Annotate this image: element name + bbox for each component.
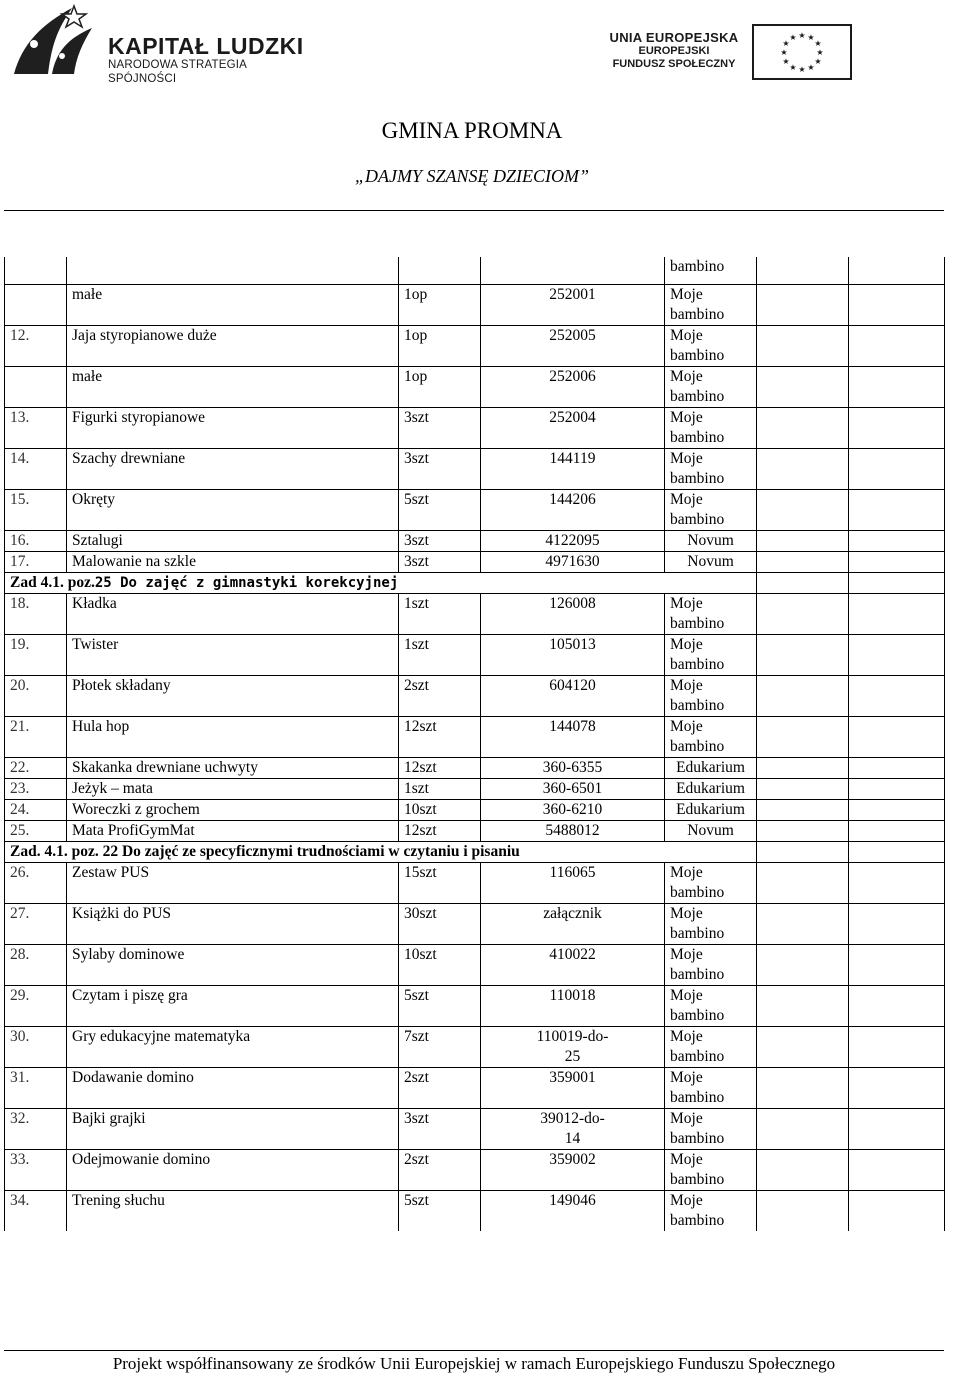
- item-number: [5, 285, 67, 326]
- empty-cell-6: [757, 552, 849, 573]
- empty-cell-7: [849, 1109, 945, 1150]
- item-supplier: [665, 717, 757, 758]
- eu-flag-icon: [752, 24, 852, 80]
- item-code: [481, 1027, 665, 1068]
- item-name: małe: [67, 285, 399, 326]
- table-row: [5, 676, 945, 717]
- svg-text:★: ★: [789, 63, 797, 72]
- item-quantity: 5szt: [399, 1191, 481, 1232]
- item-code-line: 14: [564, 1130, 581, 1147]
- item-supplier: [665, 1068, 757, 1109]
- item-supplier: [665, 1191, 757, 1232]
- table-row: [5, 800, 945, 821]
- empty-cell-6: [757, 408, 849, 449]
- item-code: [481, 1109, 665, 1150]
- item-name: Woreczki z grochem: [67, 800, 399, 821]
- empty-cell-2: [67, 257, 399, 285]
- empty-cell-4: [481, 257, 665, 285]
- item-number: 16.: [5, 531, 67, 552]
- empty-cell-6: [757, 326, 849, 367]
- item-number: 12.: [5, 326, 67, 367]
- empty-cell-6: [757, 1068, 849, 1109]
- item-quantity: 3szt: [399, 531, 481, 552]
- item-code: 360-6210: [481, 800, 665, 821]
- table-row: [5, 1027, 945, 1068]
- section-header-text: 25 Do zajęć z gimnastyki korekcyjnej: [94, 575, 399, 591]
- item-number: 33.: [5, 1150, 67, 1191]
- item-code: 359002: [481, 1150, 665, 1191]
- item-supplier-line: Moje: [670, 491, 703, 508]
- empty-cell-7: [849, 635, 945, 676]
- item-supplier-line: bambino: [670, 388, 725, 405]
- table-row: [5, 863, 945, 904]
- item-supplier-line: bambino: [670, 697, 725, 714]
- table-row: [5, 285, 945, 326]
- item-supplier: [665, 490, 757, 531]
- item-quantity: 10szt: [399, 800, 481, 821]
- item-name: małe: [67, 367, 399, 408]
- footer-text: Projekt współfinansowany ze środków Unii Europejskiej w ramach Europejskiego Funduszu Społecznego: [112, 1354, 836, 1373]
- item-quantity: 1szt: [399, 635, 481, 676]
- item-supplier-line: Moje: [670, 1028, 703, 1045]
- eu-logo-line1: UNIA EUROPEJSKA: [609, 30, 739, 45]
- empty-cell-3: [399, 257, 481, 285]
- item-supplier: Novum: [665, 531, 757, 552]
- item-supplier-line: bambino: [670, 966, 725, 983]
- item-name: Kładka: [67, 594, 399, 635]
- item-supplier-line: bambino: [670, 511, 725, 528]
- item-quantity: 1szt: [399, 779, 481, 800]
- empty-cell-7: [849, 326, 945, 367]
- item-quantity: 2szt: [399, 1150, 481, 1191]
- table-row: [5, 594, 945, 635]
- item-name: Szachy drewniane: [67, 449, 399, 490]
- item-quantity: 2szt: [399, 1068, 481, 1109]
- item-code: 144206: [481, 490, 665, 531]
- empty-cell-6: [757, 821, 849, 842]
- item-number: 19.: [5, 635, 67, 676]
- item-number: 25.: [5, 821, 67, 842]
- item-code: 360-6355: [481, 758, 665, 779]
- item-name: Jeżyk – mata: [67, 779, 399, 800]
- empty-cell-6: [757, 1191, 849, 1232]
- item-name: Czytam i piszę gra: [67, 986, 399, 1027]
- empty-cell-6: [757, 758, 849, 779]
- item-supplier-line: bambino: [670, 656, 725, 673]
- section-header: [5, 573, 757, 594]
- item-quantity: 15szt: [399, 863, 481, 904]
- empty-cell-7: [849, 257, 945, 285]
- item-quantity: 5szt: [399, 490, 481, 531]
- item-number: 29.: [5, 986, 67, 1027]
- svg-text:★: ★: [814, 57, 822, 66]
- item-number: [5, 367, 67, 408]
- item-supplier: Novum: [665, 552, 757, 573]
- empty-cell-6: [757, 635, 849, 676]
- item-name: Skakanka drewniane uchwyty: [67, 758, 399, 779]
- section-header-text: Zad. 4.1. poz. 22 Do zajęć ze specyficznymi trudnościami w czytaniu i pisaniu: [10, 843, 520, 860]
- table-row: [5, 904, 945, 945]
- section-header-text: Zad 4.1. poz.: [10, 574, 95, 591]
- empty-cell-6: [757, 945, 849, 986]
- item-code-line: 39012-do-: [540, 1110, 605, 1127]
- item-quantity: 3szt: [399, 552, 481, 573]
- item-supplier-line: bambino: [670, 1048, 725, 1065]
- section-header-row: [5, 573, 945, 594]
- item-code: 144078: [481, 717, 665, 758]
- svg-text:★: ★: [814, 39, 822, 48]
- empty-cell-7: [849, 531, 945, 552]
- kapital-ludzki-logo: [12, 4, 312, 85]
- table-row: [5, 408, 945, 449]
- item-code: 252001: [481, 285, 665, 326]
- item-quantity: 2szt: [399, 676, 481, 717]
- item-number: 30.: [5, 1027, 67, 1068]
- item-supplier-line: Moje: [670, 368, 703, 385]
- empty-cell-7: [849, 717, 945, 758]
- item-supplier-line: bambino: [670, 347, 725, 364]
- empty-cell-7: [849, 1191, 945, 1232]
- item-supplier: [665, 449, 757, 490]
- item-number: 24.: [5, 800, 67, 821]
- item-name: Książki do PUS: [67, 904, 399, 945]
- item-supplier-line: Moje: [670, 636, 703, 653]
- item-name: Malowanie na szkle: [67, 552, 399, 573]
- item-number: 13.: [5, 408, 67, 449]
- table-row: [5, 758, 945, 779]
- svg-text:★: ★: [807, 33, 815, 42]
- empty-cell-7: [849, 986, 945, 1027]
- item-supplier-line: Moje: [670, 946, 703, 963]
- item-supplier-line: Moje: [670, 286, 703, 303]
- item-number: 15.: [5, 490, 67, 531]
- item-supplier: [665, 1150, 757, 1191]
- item-supplier-line: Moje: [670, 864, 703, 881]
- empty-cell-6: [757, 573, 849, 594]
- empty-cell-7: [849, 779, 945, 800]
- item-supplier-line: bambino: [670, 306, 725, 323]
- item-quantity: 10szt: [399, 945, 481, 986]
- table-row: [5, 257, 945, 285]
- item-number: 27.: [5, 904, 67, 945]
- table-row: [5, 552, 945, 573]
- item-number: 14.: [5, 449, 67, 490]
- item-code: 360-6501: [481, 779, 665, 800]
- svg-text:★: ★: [798, 65, 806, 74]
- item-supplier-line: bambino: [670, 615, 725, 632]
- item-code: 252006: [481, 367, 665, 408]
- item-number: 31.: [5, 1068, 67, 1109]
- item-supplier: [665, 594, 757, 635]
- item-name: Zestaw PUS: [67, 863, 399, 904]
- item-supplier-line: bambino: [670, 925, 725, 942]
- kapital-ludzki-subtitle: NARODOWA STRATEGIA SPÓJNOŚCI: [108, 59, 247, 85]
- svg-text:★: ★: [798, 31, 806, 40]
- item-number: 34.: [5, 1191, 67, 1232]
- item-name: Twister: [67, 635, 399, 676]
- item-supplier-line: Moje: [670, 987, 703, 1004]
- svg-text:★: ★: [780, 48, 788, 57]
- empty-cell-7: [849, 1150, 945, 1191]
- empty-cell-6: [757, 1150, 849, 1191]
- empty-cell-7: [849, 552, 945, 573]
- item-supplier: [665, 904, 757, 945]
- table-row: [5, 986, 945, 1027]
- item-name: Dodawanie domino: [67, 1068, 399, 1109]
- item-supplier: [665, 676, 757, 717]
- item-name: Trening słuchu: [67, 1191, 399, 1232]
- empty-cell-6: [757, 285, 849, 326]
- table-row: [5, 945, 945, 986]
- item-supplier-line: Moje: [670, 718, 703, 735]
- empty-cell-6: [757, 449, 849, 490]
- item-quantity: 3szt: [399, 449, 481, 490]
- item-supplier: [665, 367, 757, 408]
- item-supplier: [665, 945, 757, 986]
- item-number: 26.: [5, 863, 67, 904]
- empty-cell-6: [757, 257, 849, 285]
- item-supplier-line: Moje: [670, 450, 703, 467]
- empty-cell-7: [849, 945, 945, 986]
- table-row: [5, 1191, 945, 1232]
- empty-cell-7: [849, 408, 945, 449]
- svg-text:★: ★: [789, 33, 797, 42]
- empty-cell-7: [849, 594, 945, 635]
- item-supplier: Edukarium: [665, 800, 757, 821]
- item-quantity: 3szt: [399, 1109, 481, 1150]
- item-name: Płotek składany: [67, 676, 399, 717]
- item-quantity: 5szt: [399, 986, 481, 1027]
- item-code: 5488012: [481, 821, 665, 842]
- empty-cell-6: [757, 717, 849, 758]
- svg-text:★: ★: [782, 57, 790, 66]
- item-code: załącznik: [481, 904, 665, 945]
- item-supplier-line: Moje: [670, 409, 703, 426]
- document-subtitle: „DAJMY SZANSĘ DZIECIOM”: [354, 166, 589, 186]
- svg-text:★: ★: [782, 39, 790, 48]
- empty-cell-6: [757, 367, 849, 408]
- empty-cell-6: [757, 986, 849, 1027]
- item-supplier-line: bambino: [670, 884, 725, 901]
- table-row: [5, 717, 945, 758]
- item-supplier-line: bambino: [670, 470, 725, 487]
- table-row: [5, 1150, 945, 1191]
- items-table: [4, 257, 945, 1231]
- empty-cell-7: [849, 490, 945, 531]
- item-supplier-line: bambino: [670, 1212, 725, 1229]
- item-number: 20.: [5, 676, 67, 717]
- item-supplier-line: Moje: [670, 595, 703, 612]
- empty-cell-6: [757, 676, 849, 717]
- item-code: 149046: [481, 1191, 665, 1232]
- empty-cell-6: [757, 779, 849, 800]
- empty-cell-1: [5, 257, 67, 285]
- footer-divider: [4, 1350, 944, 1351]
- empty-cell-7: [849, 1068, 945, 1109]
- empty-cell-7: [849, 904, 945, 945]
- item-code: 110018: [481, 986, 665, 1027]
- section-header: [5, 842, 757, 863]
- item-quantity: 1szt: [399, 594, 481, 635]
- table-row: [5, 531, 945, 552]
- item-supplier-line: bambino: [670, 738, 725, 755]
- empty-cell-7: [849, 449, 945, 490]
- item-quantity: 30szt: [399, 904, 481, 945]
- table-row: [5, 779, 945, 800]
- item-code: 252004: [481, 408, 665, 449]
- svg-text:★: ★: [807, 63, 815, 72]
- item-name: Figurki styropianowe: [67, 408, 399, 449]
- empty-cell-7: [849, 285, 945, 326]
- empty-cell-7: [849, 863, 945, 904]
- item-quantity: 3szt: [399, 408, 481, 449]
- item-name: Jaja styropianowe duże: [67, 326, 399, 367]
- item-code: 252005: [481, 326, 665, 367]
- table-row: [5, 821, 945, 842]
- section-header-row: [5, 842, 945, 863]
- empty-cell-7: [849, 842, 945, 863]
- item-code-line: 110019-do-: [536, 1028, 609, 1045]
- item-number: 21.: [5, 717, 67, 758]
- item-supplier: [665, 1027, 757, 1068]
- item-quantity: 12szt: [399, 821, 481, 842]
- kapital-ludzki-mark-icon: [12, 4, 94, 76]
- item-code: 116065: [481, 863, 665, 904]
- item-name: Gry edukacyjne matematyka: [67, 1027, 399, 1068]
- item-name: Hula hop: [67, 717, 399, 758]
- empty-cell-6: [757, 904, 849, 945]
- item-code: 4122095: [481, 531, 665, 552]
- empty-cell-7: [849, 758, 945, 779]
- item-code: 410022: [481, 945, 665, 986]
- empty-cell-6: [757, 1109, 849, 1150]
- item-supplier: Edukarium: [665, 779, 757, 800]
- empty-cell-6: [757, 490, 849, 531]
- item-code: 604120: [481, 676, 665, 717]
- empty-cell-7: [849, 676, 945, 717]
- item-number: 32.: [5, 1109, 67, 1150]
- item-supplier-line: bambino: [670, 1089, 725, 1106]
- item-name: Sztalugi: [67, 531, 399, 552]
- item-number: 22.: [5, 758, 67, 779]
- item-quantity: 12szt: [399, 717, 481, 758]
- eu-logo-line3: FUNDUSZ SPOŁECZNY: [612, 58, 736, 70]
- table-row: [5, 490, 945, 531]
- item-supplier: [665, 635, 757, 676]
- item-supplier-line: bambino: [670, 1171, 725, 1188]
- empty-cell-7: [849, 1027, 945, 1068]
- item-supplier: [665, 863, 757, 904]
- item-supplier: Novum: [665, 821, 757, 842]
- item-name: Sylaby dominowe: [67, 945, 399, 986]
- item-quantity: 12szt: [399, 758, 481, 779]
- table-row: [5, 367, 945, 408]
- supplier-cell: bambino: [665, 257, 757, 285]
- item-code: 126008: [481, 594, 665, 635]
- empty-cell-6: [757, 1027, 849, 1068]
- item-quantity: 1op: [399, 367, 481, 408]
- item-supplier-line: Moje: [670, 1110, 703, 1127]
- table-row: [5, 449, 945, 490]
- item-code-line: 25: [564, 1048, 581, 1065]
- document-title: GMINA PROMNA: [381, 118, 563, 143]
- item-number: 23.: [5, 779, 67, 800]
- item-code: 144119: [481, 449, 665, 490]
- empty-cell-6: [757, 594, 849, 635]
- item-number: 18.: [5, 594, 67, 635]
- eu-logo: [604, 24, 854, 82]
- svg-text:★: ★: [816, 48, 824, 57]
- item-name: Odejmowanie domino: [67, 1150, 399, 1191]
- item-supplier-line: Moje: [670, 905, 703, 922]
- empty-cell-6: [757, 800, 849, 821]
- empty-cell-7: [849, 573, 945, 594]
- table-row: [5, 635, 945, 676]
- item-number: 28.: [5, 945, 67, 986]
- item-supplier-line: Moje: [670, 677, 703, 694]
- item-supplier: Edukarium: [665, 758, 757, 779]
- items-table-body: [5, 257, 945, 1231]
- item-supplier-line: Moje: [670, 327, 703, 344]
- kapital-ludzki-title: KAPITAŁ LUDZKI: [108, 33, 304, 59]
- item-supplier-line: bambino: [670, 1007, 725, 1024]
- item-supplier-line: Moje: [670, 1151, 703, 1168]
- item-supplier-line: bambino: [670, 1130, 725, 1147]
- item-quantity: 1op: [399, 326, 481, 367]
- item-supplier: [665, 986, 757, 1027]
- item-supplier: [665, 1109, 757, 1150]
- header-divider: [4, 210, 944, 211]
- item-supplier: [665, 285, 757, 326]
- item-code: 359001: [481, 1068, 665, 1109]
- item-supplier-line: Moje: [670, 1069, 703, 1086]
- item-name: Okręty: [67, 490, 399, 531]
- empty-cell-7: [849, 367, 945, 408]
- item-supplier: [665, 326, 757, 367]
- empty-cell-7: [849, 821, 945, 842]
- item-quantity: 1op: [399, 285, 481, 326]
- empty-cell-6: [757, 842, 849, 863]
- item-supplier-line: Moje: [670, 1192, 703, 1209]
- table-row: [5, 1068, 945, 1109]
- item-name: Mata ProfiGymMat: [67, 821, 399, 842]
- empty-cell-7: [849, 800, 945, 821]
- empty-cell-6: [757, 531, 849, 552]
- eu-logo-line2: EUROPEJSKI: [638, 45, 710, 57]
- item-supplier-line: bambino: [670, 429, 725, 446]
- item-number: 17.: [5, 552, 67, 573]
- item-supplier: [665, 408, 757, 449]
- table-row: [5, 1109, 945, 1150]
- item-name: Bajki grajki: [67, 1109, 399, 1150]
- empty-cell-6: [757, 863, 849, 904]
- table-row: [5, 326, 945, 367]
- item-code: 105013: [481, 635, 665, 676]
- item-quantity: 7szt: [399, 1027, 481, 1068]
- item-code: 4971630: [481, 552, 665, 573]
